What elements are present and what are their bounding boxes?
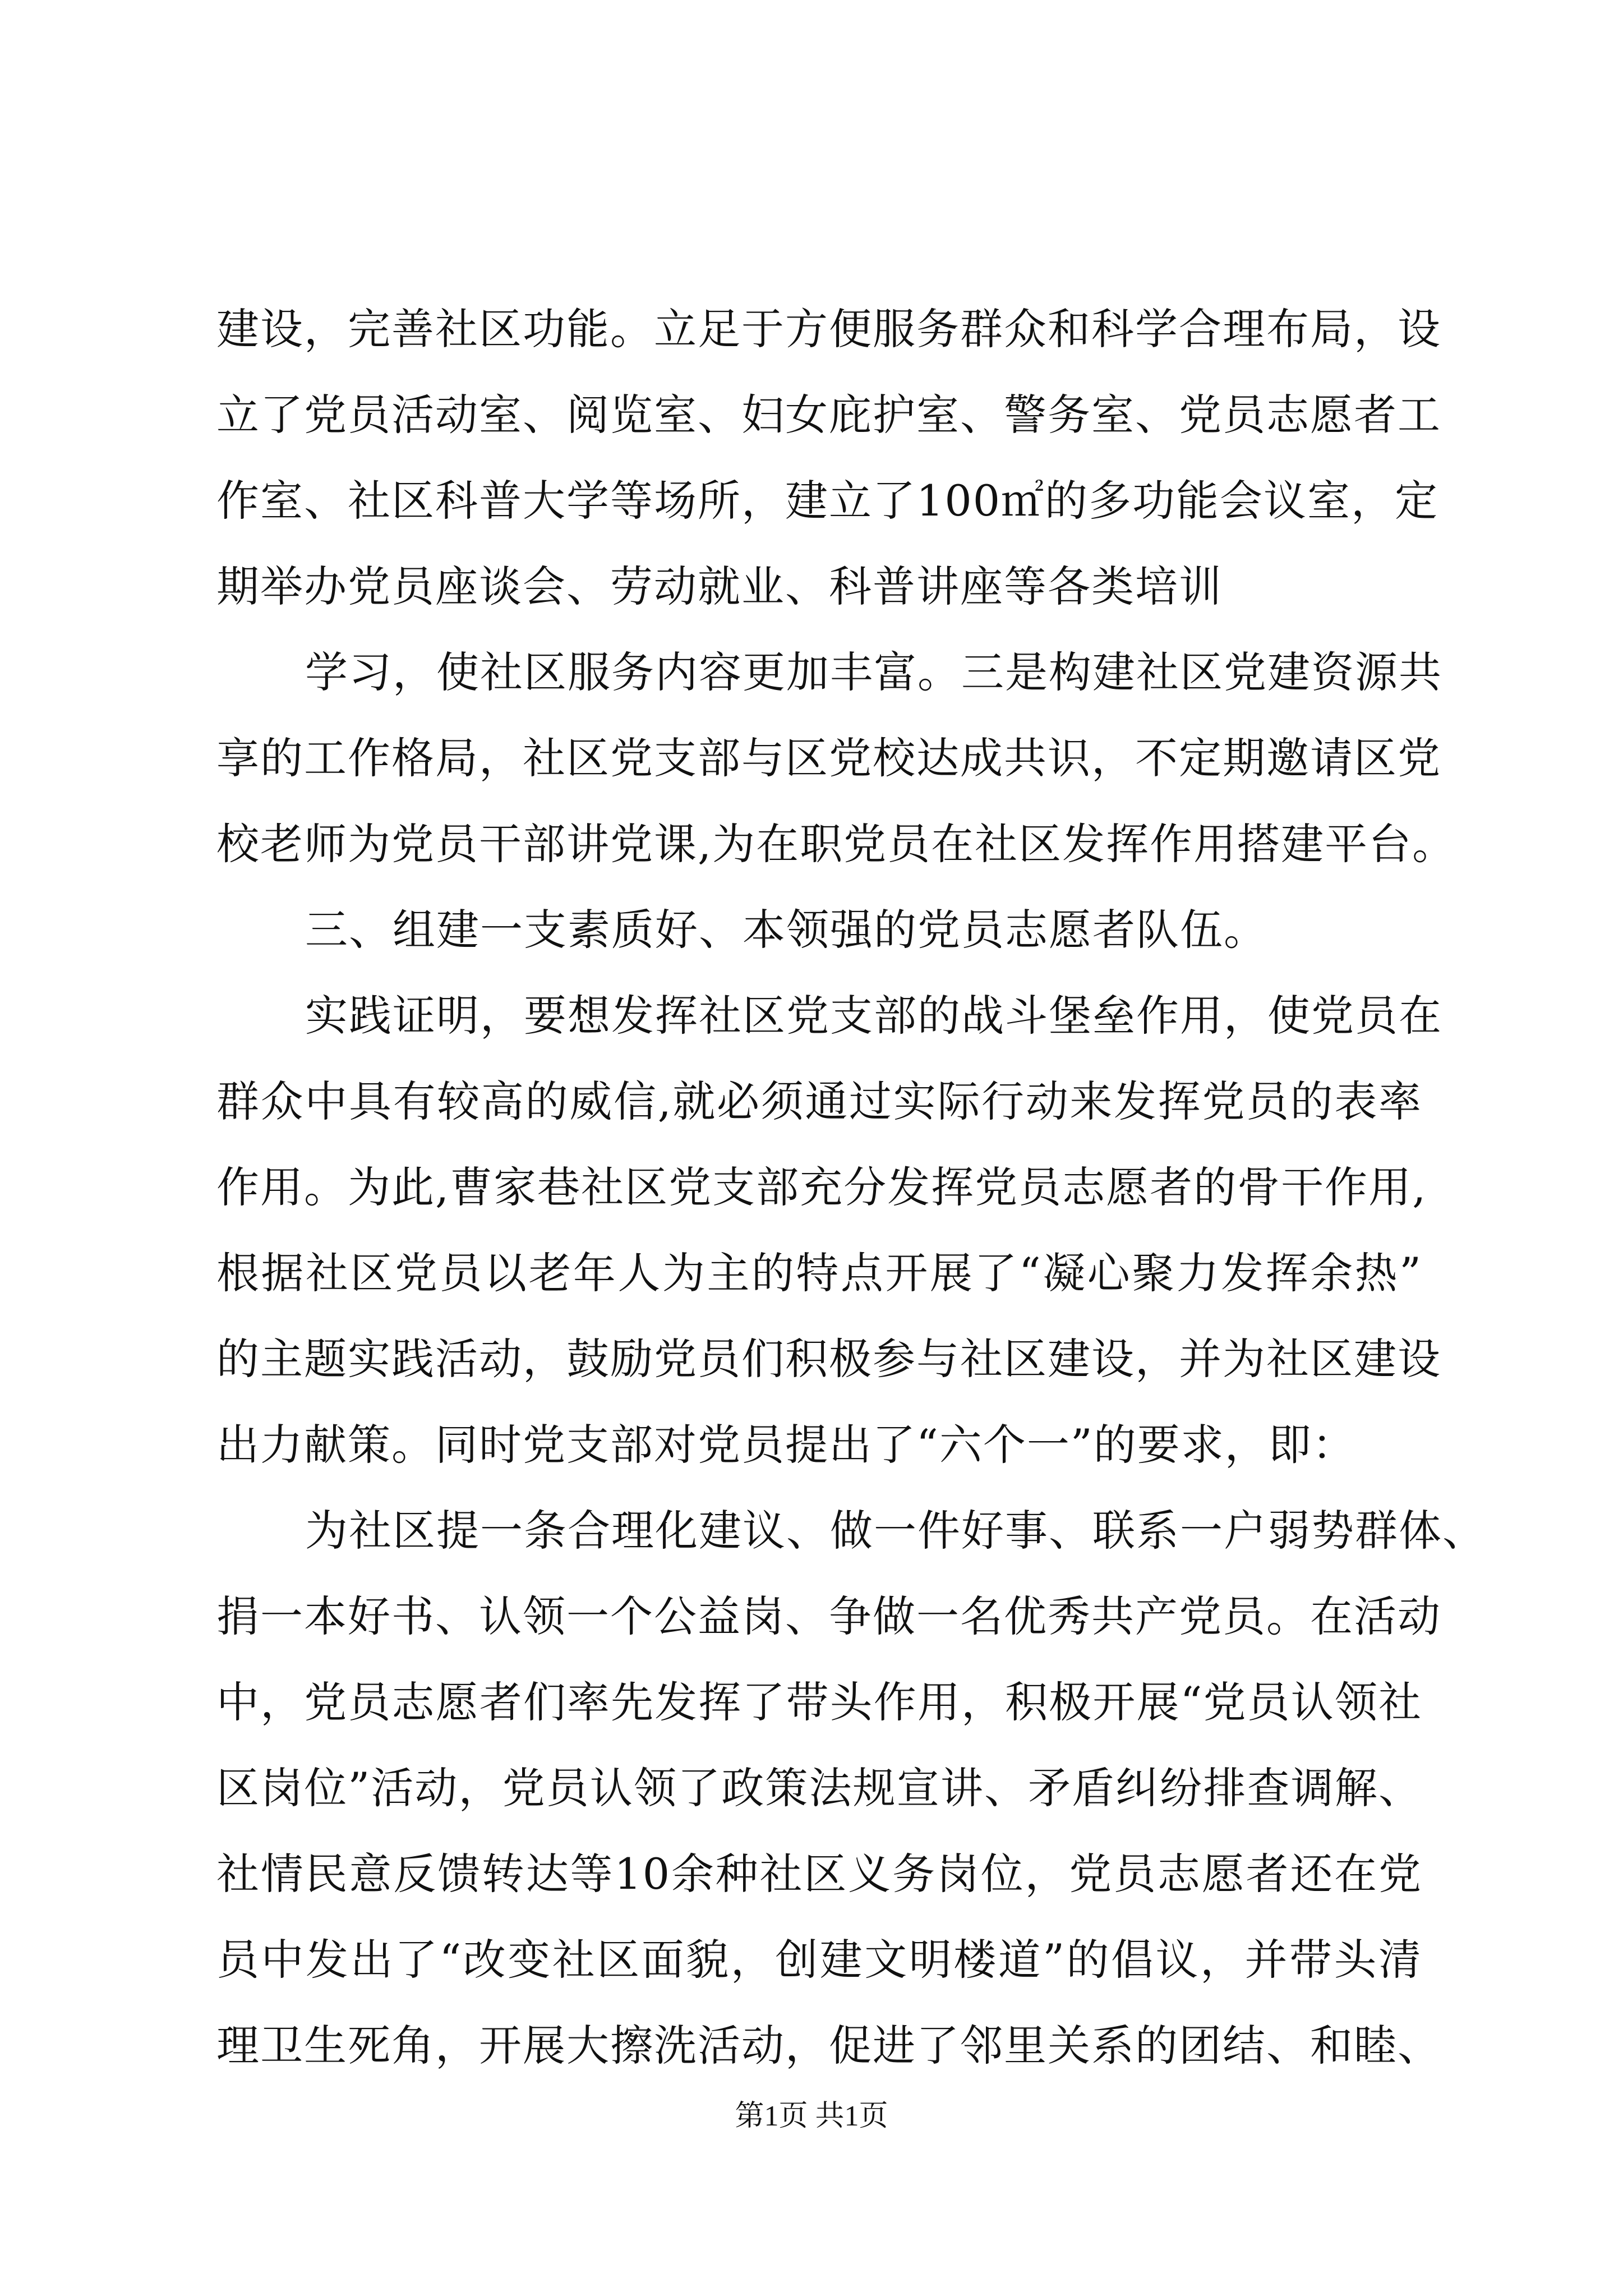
text-line: 中，党员志愿者们率先发挥了带头作用，积极开展“党员认领社 — [216, 1677, 1422, 1727]
text-line: 作室、社区科普大学等场所，建立了100㎡的多功能会议室，定 — [216, 476, 1439, 526]
text-line: 享的工作格局，社区党支部与区党校达成共识，不定期邀请区党 — [216, 733, 1441, 783]
paragraph-first-line: 学习，使社区服务内容更加丰富。三是构建社区党建资源共 — [305, 647, 1442, 697]
text-line: 校老师为党员干部讲党课,为在职党员在社区发挥作用搭建平台。 — [216, 819, 1456, 869]
text-line: 区岗位”活动，党员认领了政策法规宣讲、矛盾纠纷排查调解、 — [216, 1763, 1422, 1813]
text-line: 建设，完善社区功能。立足于方便服务群众和科学合理布局，设 — [216, 304, 1441, 354]
paragraph-first-line: 为社区提一条合理化建议、做一件好事、联系一户弱势群体、 — [305, 1506, 1486, 1556]
text-line: 立了党员活动室、阅览室、妇女庇护室、警务室、党员志愿者工 — [216, 390, 1441, 440]
text-line: 期举办党员座谈会、劳动就业、科普讲座等各类培训 — [216, 562, 1223, 611]
text-line: 理卫生死角，开展大擦洗活动，促进了邻里关系的团结、和睦、 — [216, 2021, 1441, 2070]
page-number-footer: 第1页 共1页 — [735, 2100, 888, 2132]
text-line: 群众中具有较高的威信,就必须通过实际行动来发挥党员的表率 — [216, 1076, 1422, 1126]
paragraph-first-line: 实践证明，要想发挥社区党支部的战斗堡垒作用，使党员在 — [305, 991, 1442, 1041]
text-line: 出力献策。同时党支部对党员提出了“六个一”的要求，即： — [216, 1420, 1356, 1470]
document-body — [216, 286, 1486, 2088]
text-line: 捐一本好书、认领一个公益岗、争做一名优秀共产党员。在活动 — [216, 1591, 1441, 1641]
text-line: 员中发出了“改变社区面貌，创建文明楼道”的倡议，并带头清 — [216, 1935, 1422, 1985]
section-heading: 三、组建一支素质好、本领强的党员志愿者队伍。 — [305, 905, 1267, 955]
text-line: 作用。为此,曹家巷社区党支部充分发挥党员志愿者的骨干作用, — [216, 1162, 1427, 1212]
text-line: 的主题实践活动，鼓励党员们积极参与社区建设，并为社区建设 — [216, 1334, 1441, 1384]
text-line: 根据社区党员以老年人为主的特点开展了“凝心聚力发挥余热” — [216, 1248, 1422, 1298]
text-line: 社情民意反馈转达等10余种社区义务岗位，党员志愿者还在党 — [216, 1849, 1422, 1899]
